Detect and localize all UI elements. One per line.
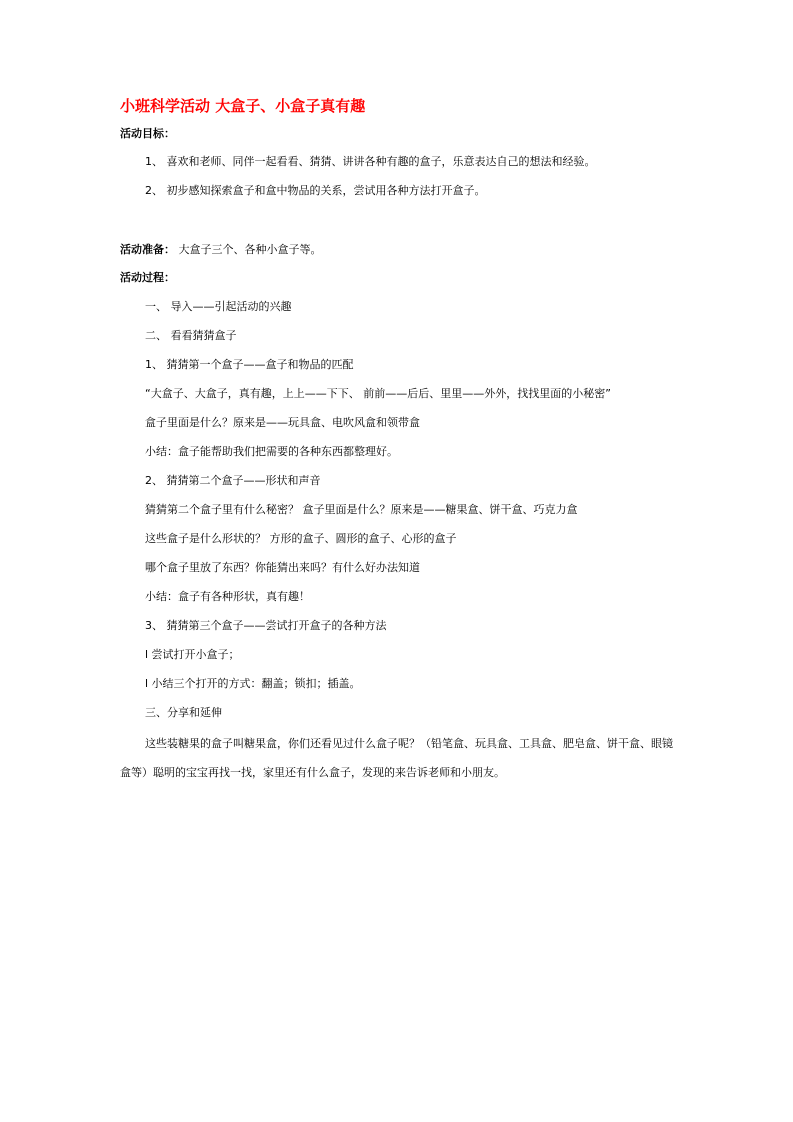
- goal-item: 2、 初步感知探索盒子和盒中物品的关系，尝试用各种方法打开盒子。: [145, 184, 486, 197]
- process-line: 哪个盒子里放了东西？你能猜出来吗？有什么好办法知道: [145, 561, 420, 574]
- process-line: 2、 猜猜第二个盒子——形状和声音: [145, 474, 321, 487]
- process-line: 二、 看看猜猜盒子: [145, 329, 237, 342]
- process-line: 1、 猜猜第一个盒子——盒子和物品的匹配: [145, 358, 354, 371]
- bullet-item: l 小结三个打开的方式：翻盖；锁扣；插盖。: [145, 677, 361, 690]
- document-title: 小班科学活动 大盒子、小盒子真有趣: [120, 97, 366, 115]
- process-heading: 活动过程：: [120, 271, 175, 284]
- process-line: 小结：盒子能帮助我们把需要的各种东西都整理好。: [145, 445, 398, 458]
- process-line: “大盒子、大盒子，真有趣，上上——下下、 前前——后后、里里——外外，找找里面的小秘密”: [145, 387, 611, 400]
- process-line: 猜猜第二个盒子里有什么秘密？ 盒子里面是什么？原来是——糖果盒、饼干盒、巧克力盒: [145, 503, 578, 516]
- process-line: 一、 导入——引起活动的兴趣: [145, 300, 292, 313]
- prep-heading: 活动准备：: [120, 243, 175, 256]
- process-line: 这些盒子是什么形状的？ 方形的盒子、圆形的盒子、心形的盒子: [145, 532, 457, 545]
- prep-text: 大盒子三个、各种小盒子等。: [175, 243, 322, 256]
- goal-item: 1、 喜欢和老师、同伴一起看看、猜猜、讲讲各种有趣的盒子，乐意表达自己的想法和经验。: [145, 155, 596, 168]
- process-line: 3、 猜猜第三个盒子——尝试打开盒子的各种方法: [145, 619, 387, 632]
- goals-heading: 活动目标：: [120, 127, 175, 140]
- bullet-item: l 尝试打开小盒子；: [145, 648, 240, 661]
- process-line: 盒子里面是什么？原来是——玩具盒、电吹风盒和领带盒: [145, 416, 420, 429]
- process-line: 三、分享和延伸: [145, 706, 222, 719]
- process-line: 小结：盒子有各种形状，真有趣！: [145, 590, 310, 603]
- prep-line: [120, 242, 322, 258]
- closing-paragraph: 这些装糖果的盒子叫糖果盒，你们还看见过什么盒子呢？（铅笔盒、玩具盒、工具盒、肥皂盒、饼干盒、眼镜盒等）聪明的宝宝再找一找，家里还有什么盒子，发现的来告诉老师和小朋友。: [120, 737, 673, 779]
